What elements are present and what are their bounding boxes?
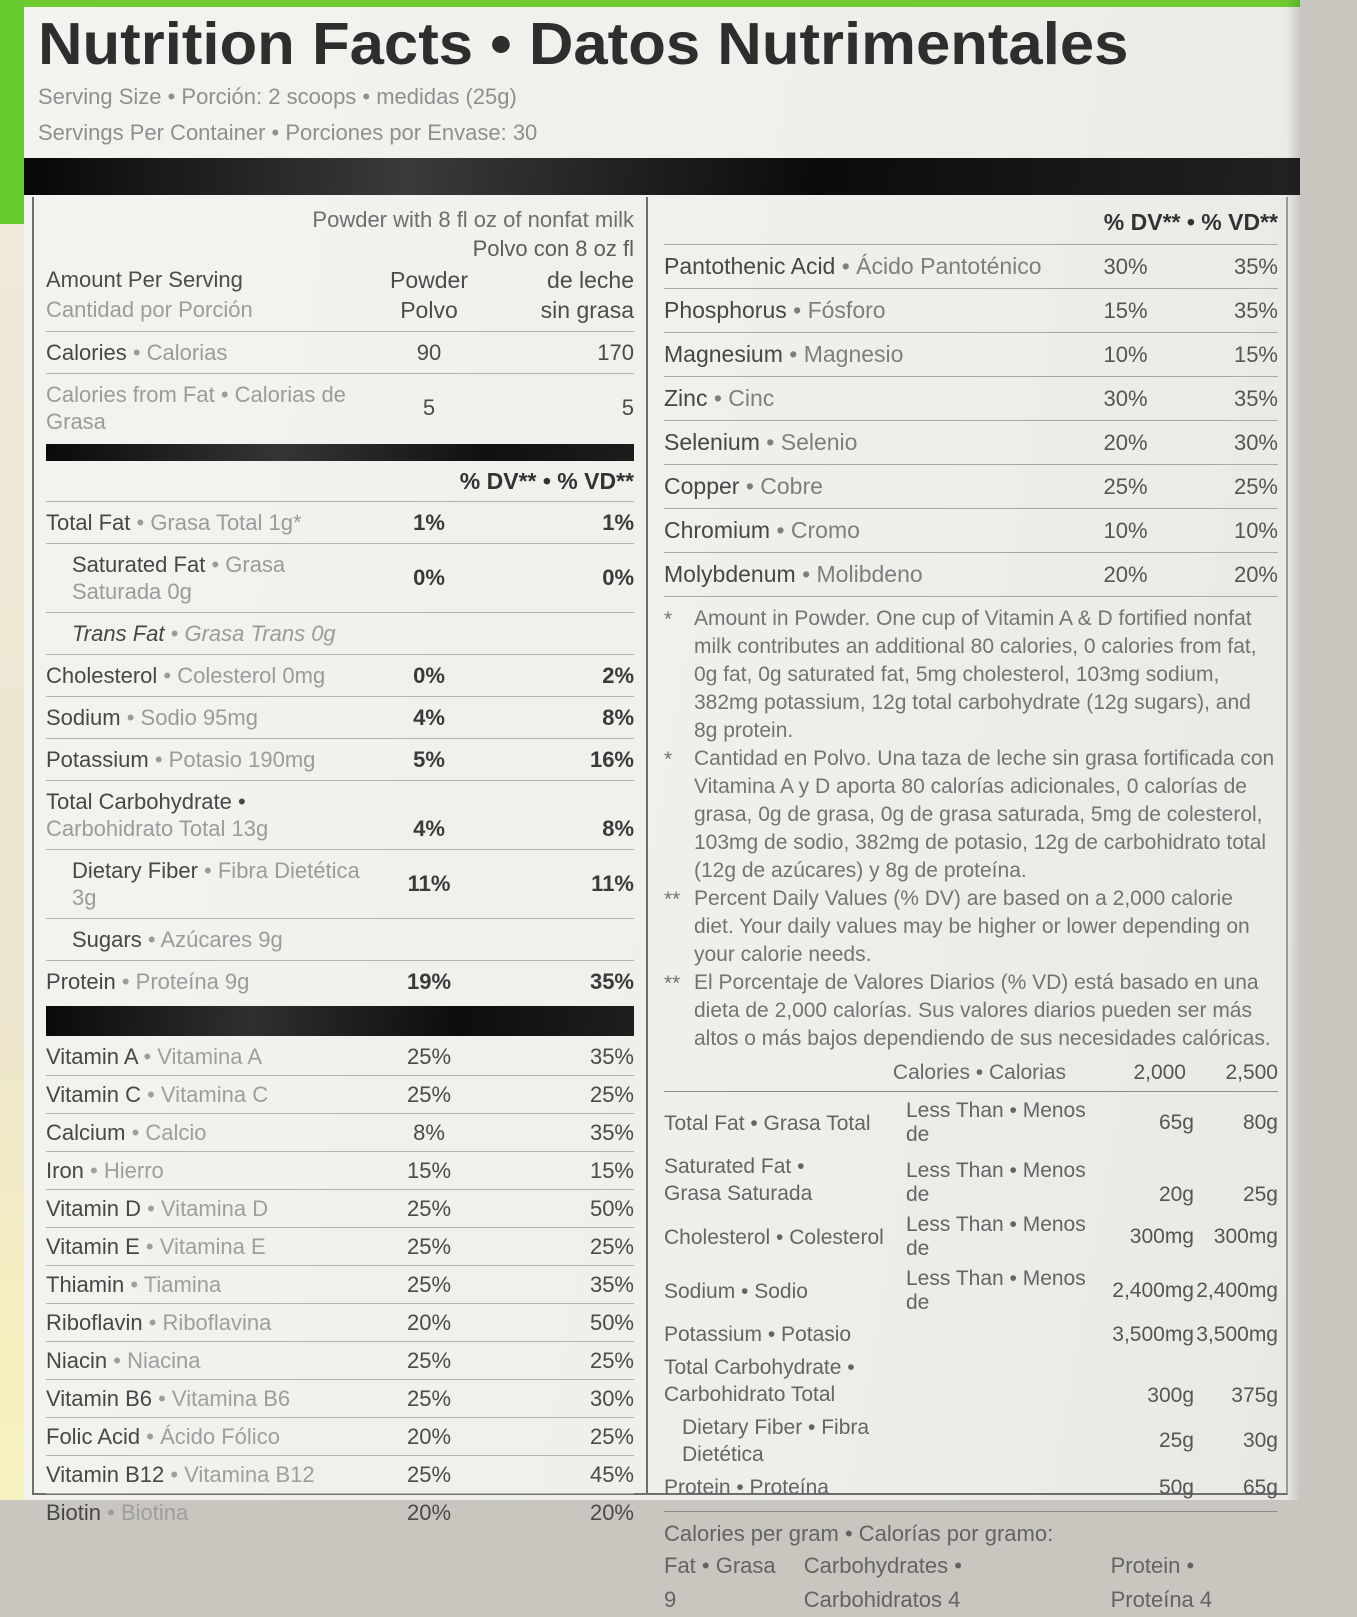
footnotes [664, 597, 1278, 1055]
reference-row-2500: 65g [1242, 1475, 1278, 1499]
mineral-row [664, 508, 1278, 552]
vitamin-name-es: • Vitamina E [145, 1234, 266, 1259]
vitamin-dv-milk: 45% [589, 1461, 634, 1487]
vitamin-row [46, 1303, 634, 1341]
vitamin-dv-milk: 30% [589, 1385, 634, 1411]
mineral-name-en: Copper [664, 473, 740, 499]
mineral-dv-milk: 35% [1233, 297, 1278, 323]
nutrient-name-en: Sodium [46, 705, 121, 730]
mineral-row [664, 376, 1278, 420]
reference-row [664, 1471, 1278, 1504]
vitamin-row [46, 1113, 634, 1151]
reference-row-label: Protein • Proteína [664, 1476, 829, 1499]
reference-row-label: Dietary Fiber • Fibra Dietética [682, 1416, 870, 1466]
reference-row-2000: 2,400mg [1112, 1279, 1194, 1302]
nutrient-name-es: • Azúcares 9g [147, 927, 283, 952]
nutrient-name-es: • Proteína 9g [121, 969, 250, 994]
vitamin-dv-milk: 35% [589, 1271, 634, 1297]
reference-row [664, 1210, 1278, 1264]
nutrient-rows [46, 501, 634, 1002]
reference-row-label: Cholesterol • Colesterol [664, 1225, 884, 1249]
divider-black-bar [46, 444, 634, 461]
calories-from-fat-label: Calories from Fat • Calorias de Grasa [46, 382, 346, 434]
mineral-dv-powder: 10% [1103, 341, 1148, 367]
vitamin-name-en: Vitamin B12 [46, 1462, 165, 1487]
vitamin-row [46, 1151, 634, 1189]
mineral-dv-powder: 30% [1103, 253, 1148, 279]
vitamin-dv-powder: 25% [406, 1347, 452, 1373]
mineral-row [664, 288, 1278, 332]
nutrient-row [46, 543, 634, 612]
nutrient-row [46, 849, 634, 918]
vitamin-dv-milk: 20% [589, 1499, 634, 1525]
vitamin-dv-powder: 25% [406, 1043, 452, 1069]
mineral-dv-powder: 30% [1103, 385, 1148, 411]
reference-row-2000: 300g [1147, 1384, 1194, 1407]
reference-row-2000: 20g [1158, 1183, 1194, 1206]
vitamin-name-es: • Vitamina C [147, 1082, 269, 1107]
nutrient-row [46, 696, 634, 738]
mineral-name-es: • Cobre [745, 473, 823, 499]
vitamin-row [46, 1265, 634, 1303]
reference-row [664, 1150, 1278, 1210]
vitamin-name-es: • Vitamina A [143, 1044, 263, 1069]
reference-row-2500: 2,400mg [1196, 1279, 1278, 1302]
reference-calories-label: Calories • Calorias [892, 1061, 1066, 1084]
powder-col-header-es: Polvo [400, 297, 458, 323]
footnote-text: Cantidad en Polvo. Una taza de leche sin grasa fortificada con Vitamina A y D aporta 80 calorías adicionales, 0 calorías de grasa, 0g de grasa, 0g de grasa saturada, 5mg de colesterol, 103mg de sodio, 382mg de potasio, 12g de carbohidrato total (12g de azúcares) y 8g de proteína. [694, 747, 1275, 882]
left-column-headers [46, 265, 634, 331]
reference-row-2500: 375g [1231, 1384, 1278, 1407]
footnote-marker: * [664, 608, 673, 631]
calories-per-gram-item: Carbohydrates • Carbohidratos 4 [803, 1553, 962, 1612]
mineral-dv-powder: 20% [1103, 429, 1148, 455]
footnote-text: Amount in Powder. One cup of Vitamin A & D fortified nonfat milk contributes an additional 80 calories, 0 calories from fat, 0g fat, 0g saturated fat, 5mg cholesterol, 103mg sodium, 382mg potassium, 12g total carbohydrate (12g sugars), and 8g protein. [694, 607, 1257, 742]
nutrient-dv-milk: 8% [602, 816, 634, 841]
milk-column-header-line1: Powder with 8 fl oz of nonfat milk [312, 207, 634, 232]
reference-table-header [664, 1055, 1278, 1092]
footnote-marker: ** [664, 972, 681, 995]
vitamin-name-es: • Hierro [90, 1158, 164, 1183]
nutrient-name-en: Saturated Fat [72, 552, 206, 577]
reference-table [664, 1092, 1278, 1504]
reference-row-label: Total Fat • Grasa Total [664, 1111, 871, 1135]
vitamin-dv-milk: 35% [589, 1043, 634, 1069]
mineral-name-es: • Cinc [713, 385, 775, 411]
amount-per-serving-es: Cantidad por Porción [46, 297, 253, 322]
calories-from-fat-powder-value: 5 [422, 395, 436, 420]
nutrient-dv-powder: 0% [413, 662, 445, 688]
nutrient-row [46, 501, 634, 543]
mineral-dv-milk: 10% [1233, 517, 1278, 543]
mineral-name-es: • Selenio [766, 429, 858, 455]
calories-from-fat-milk-value: 5 [621, 395, 634, 420]
label-green-top-strip [0, 0, 1300, 7]
right-column [648, 197, 1286, 1612]
vitamin-dv-powder: 20% [406, 1309, 452, 1335]
mineral-name-es: • Fósforo [793, 297, 886, 323]
calories-label-en: Calories [46, 340, 127, 365]
reference-row-label: Potassium • Potasio [664, 1323, 852, 1346]
vitamin-dv-powder: 25% [406, 1271, 452, 1297]
vitamin-dv-milk: 50% [589, 1309, 634, 1335]
mineral-name-en: Chromium [664, 517, 771, 543]
mineral-dv-milk: 35% [1233, 253, 1278, 279]
mineral-row [664, 464, 1278, 508]
reference-row-2500: 80g [1242, 1111, 1278, 1134]
label-green-left-strip [0, 0, 24, 224]
reference-row-label2: Carbohidrato Total [664, 1383, 836, 1406]
reference-row-lessthan: Less Than • Menos de [906, 1159, 1086, 1206]
reference-row [664, 1411, 1278, 1471]
vitamin-name-en: Vitamin D [46, 1196, 141, 1221]
mineral-row [664, 332, 1278, 376]
calories-from-fat-row [46, 373, 634, 442]
nutrient-row [46, 738, 634, 780]
mineral-dv-powder: 25% [1103, 473, 1148, 499]
vitamin-name-en: Calcium [46, 1120, 126, 1145]
nutrient-row [46, 612, 634, 654]
vitamin-dv-powder: 25% [406, 1081, 452, 1107]
nutrient-dv-milk: 0% [602, 565, 634, 590]
milk-col-header-line2: sin grasa [540, 297, 634, 323]
footnote-marker: * [664, 748, 673, 771]
vitamin-row [46, 1227, 634, 1265]
nutrient-name-es: • Sodio 95mg [126, 705, 258, 730]
footnote [664, 605, 1278, 745]
vitamin-name-es: • Niacina [113, 1348, 201, 1373]
mineral-name-en: Selenium [664, 429, 760, 455]
vitamin-row [46, 1189, 634, 1227]
mineral-name-en: Molybdenum [664, 561, 796, 587]
reference-row-label2: Grasa Saturada [664, 1182, 813, 1205]
vitamin-dv-powder: 25% [406, 1195, 452, 1221]
vitamin-row [46, 1493, 634, 1531]
nutrient-dv-milk: 35% [589, 968, 634, 994]
mineral-dv-milk: 25% [1233, 473, 1278, 499]
mineral-name-en: Phosphorus [664, 297, 787, 323]
mineral-dv-milk: 30% [1233, 429, 1278, 455]
nutrient-name-es: Carbohidrato Total 13g [46, 816, 269, 841]
right-dv-header: % DV** • % VD** [1103, 209, 1278, 235]
vitamin-name-es: • Calcio [131, 1120, 207, 1145]
nutrient-name-es: • Potasio 190mg [154, 747, 316, 772]
mineral-dv-powder: 20% [1103, 561, 1148, 587]
reference-row-2500: 30g [1242, 1429, 1278, 1452]
mineral-dv-milk: 20% [1233, 561, 1278, 587]
servings-per-container-line: Servings Per Container • Porciones por Envase: 30 [38, 120, 538, 145]
reference-row-2000: 65g [1158, 1111, 1194, 1134]
reference-row [664, 1264, 1278, 1318]
nutrient-name-en: Total Fat [46, 510, 131, 535]
nutrient-name-en: Dietary Fiber [72, 858, 198, 883]
nutrient-dv-powder: 5% [413, 746, 445, 772]
vitamin-dv-powder: 20% [406, 1423, 452, 1449]
nutrient-dv-milk: 11% [591, 871, 634, 896]
vitamin-name-es: • Ácido Fólico [146, 1424, 280, 1449]
vitamin-name-en: Vitamin C [46, 1082, 141, 1107]
vitamin-row [46, 1038, 634, 1075]
nutrient-dv-powder: 4% [413, 704, 445, 730]
nutrient-dv-powder: 4% [413, 816, 445, 841]
mineral-dv-milk: 15% [1233, 341, 1278, 367]
label-left-margin [0, 224, 24, 1500]
milk-column-header-line2: Polvo con 8 oz fl [472, 236, 634, 261]
page-title: Nutrition Facts • Datos Nutrimentales [38, 11, 1129, 77]
mineral-name-es: • Magnesio [789, 341, 904, 367]
nutrition-label [24, 7, 1300, 1612]
nutrient-name-en: Total Carbohydrate • [46, 789, 246, 814]
vitamin-name-en: Riboflavin [46, 1310, 143, 1335]
vitamin-name-es: • Vitamina B6 [158, 1386, 291, 1411]
calories-per-gram-section [664, 1511, 1278, 1617]
calories-per-gram-title: Calories per gram • Calorías por gramo: [664, 1521, 1054, 1546]
calories-milk-value: 170 [597, 339, 634, 365]
reference-row-lessthan: Less Than • Menos de [906, 1267, 1086, 1314]
nutrient-name-en: Sugars [72, 927, 142, 952]
vitamin-dv-powder: 25% [406, 1385, 452, 1411]
mineral-name-es: • Ácido Pantoténico [841, 253, 1042, 279]
vitamin-name-es: • Vitamina B12 [170, 1462, 315, 1487]
vitamin-name-en: Niacin [46, 1348, 108, 1373]
powder-col-header-en: Powder [390, 267, 468, 293]
nutrient-name-es: • Colesterol 0mg [163, 663, 326, 688]
reference-row-lessthan: Less Than • Menos de [906, 1213, 1086, 1260]
reference-row-2500: 3,500mg [1196, 1322, 1278, 1346]
mineral-dv-powder: 15% [1103, 297, 1148, 323]
reference-row [664, 1351, 1278, 1411]
footnote [664, 745, 1278, 885]
mineral-name-es: • Cromo [776, 517, 860, 543]
mineral-row [664, 420, 1278, 464]
vitamin-name-es: • Vitamina D [147, 1196, 269, 1221]
left-column [34, 197, 648, 1525]
mineral-rows [664, 244, 1278, 596]
vitamin-row [46, 1379, 634, 1417]
footnote-text: El Porcentaje de Valores Diarios (% VD) está basado en una dieta de 2,000 calorías. Sus valores diarios pueden ser más altos o más bajos dependiendo de sus necesidades calóricas. [694, 971, 1271, 1050]
footnote [664, 885, 1278, 969]
vitamin-dv-milk: 25% [589, 1423, 634, 1449]
nutrient-row [46, 960, 634, 1002]
calories-per-gram-item: Fat • Grasa 9 [664, 1553, 776, 1612]
vitamin-dv-milk: 35% [589, 1119, 634, 1145]
reference-row-lessthan: Less Than • Menos de [906, 1099, 1086, 1146]
vitamin-name-es: • Biotina [107, 1500, 189, 1525]
vitamin-rows [46, 1038, 634, 1531]
nutrient-row [46, 654, 634, 696]
reference-row-2000: 50g [1158, 1475, 1194, 1499]
left-dv-header: % DV** • % VD** [459, 468, 634, 494]
mineral-dv-milk: 35% [1233, 385, 1278, 411]
nutrient-dv-powder: 0% [413, 565, 445, 590]
nutrient-dv-milk: 1% [602, 509, 634, 535]
nutrient-name-es: • Grasa Total 1g* [136, 510, 302, 535]
nutrient-name-es: • Fibra Dietética 3g [72, 858, 360, 910]
mineral-dv-powder: 10% [1103, 517, 1148, 543]
nutrient-dv-powder: 11% [407, 871, 451, 896]
nutrient-name-en: Potassium [46, 747, 149, 772]
vitamin-name-es: • Riboflavina [148, 1310, 272, 1335]
calories-powder-value: 90 [416, 339, 442, 365]
vitamin-name-en: Vitamin B6 [46, 1386, 152, 1411]
nutrient-dv-milk: 2% [602, 662, 634, 688]
mineral-name-en: Pantothenic Acid [664, 253, 836, 279]
vitamin-dv-milk: 25% [589, 1081, 634, 1107]
vitamin-dv-milk: 25% [589, 1347, 634, 1373]
serving-size-line: Serving Size • Porción: 2 scoops • medidas (25g) [38, 84, 517, 109]
vitamin-name-en: Iron [46, 1158, 84, 1183]
reference-calories-2500: 2,500 [1225, 1061, 1278, 1084]
reference-row-2000: 3,500mg [1112, 1322, 1194, 1346]
nutrient-dv-milk: 8% [602, 704, 634, 730]
vitamin-name-en: Thiamin [46, 1272, 125, 1297]
nutrient-row [46, 780, 634, 849]
header-black-bar [24, 158, 1300, 195]
vitamin-dv-milk: 25% [589, 1233, 634, 1259]
nutrient-name-en: Trans Fat [72, 621, 165, 646]
footnote [664, 969, 1278, 1053]
vitamin-dv-powder: 8% [413, 1119, 445, 1145]
nutrient-dv-powder: 1% [413, 509, 445, 535]
vitamin-row [46, 1455, 634, 1493]
vitamin-name-en: Biotin [46, 1500, 102, 1525]
mineral-name-en: Magnesium [664, 341, 783, 367]
calories-row [46, 331, 634, 373]
footnote-text: Percent Daily Values (% DV) are based on a 2,000 calorie diet. Your daily values may be higher or lower depending on your calorie needs. [694, 887, 1250, 966]
vitamin-name-es: • Tiamina [130, 1272, 222, 1297]
mineral-name-es: • Molibdeno [802, 561, 923, 587]
vitamin-dv-powder: 25% [406, 1233, 452, 1259]
vitamin-name-en: Vitamin E [46, 1234, 140, 1259]
vitamin-dv-milk: 15% [589, 1157, 634, 1183]
reference-calories-2000: 2,000 [1133, 1061, 1186, 1084]
vitamin-name-en: Folic Acid [46, 1424, 141, 1449]
nutrient-name-en: Cholesterol [46, 663, 158, 688]
calories-label-es: • Calorias [132, 340, 228, 365]
reference-row-2500: 300mg [1213, 1225, 1278, 1248]
vitamin-row [46, 1341, 634, 1379]
calories-per-gram-item: Protein • Proteína 4 [1110, 1553, 1213, 1612]
reference-row-label: Total Carbohydrate • [664, 1356, 855, 1379]
mineral-row [664, 244, 1278, 288]
reference-row-label: Saturated Fat • [664, 1155, 805, 1178]
reference-row-2000: 300mg [1129, 1225, 1194, 1248]
vitamin-dv-powder: 25% [406, 1461, 452, 1487]
facts-panel [32, 197, 1288, 1612]
amount-per-serving-en: Amount Per Serving [46, 267, 243, 292]
mineral-row [664, 552, 1278, 596]
footnote-marker: ** [664, 888, 681, 911]
vitamins-black-bar [46, 1006, 634, 1036]
reference-row [664, 1096, 1278, 1150]
reference-row-label: Sodium • Sodio [664, 1279, 808, 1303]
vitamin-dv-milk: 50% [589, 1195, 634, 1221]
vitamin-name-en: Vitamin A [46, 1044, 138, 1069]
reference-row-2000: 25g [1158, 1429, 1194, 1452]
vitamin-row [46, 1417, 634, 1455]
mineral-name-en: Zinc [664, 385, 708, 411]
nutrient-name-es: • Grasa Saturada 0g [72, 552, 286, 604]
nutrient-row [46, 918, 634, 960]
nutrient-dv-milk: 16% [589, 746, 634, 772]
calories-per-gram-values [664, 1549, 1278, 1617]
nutrient-name-es: • Grasa Trans 0g [170, 621, 336, 646]
nutrient-dv-powder: 19% [406, 968, 452, 994]
nutrient-name-en: Protein [46, 969, 116, 994]
milk-col-header-line1: de leche [547, 267, 634, 293]
vitamin-row [46, 1075, 634, 1113]
reference-row-2500: 25g [1242, 1183, 1278, 1206]
reference-row [664, 1318, 1278, 1351]
vitamin-dv-powder: 20% [406, 1499, 452, 1525]
vitamin-dv-powder: 15% [406, 1157, 452, 1183]
